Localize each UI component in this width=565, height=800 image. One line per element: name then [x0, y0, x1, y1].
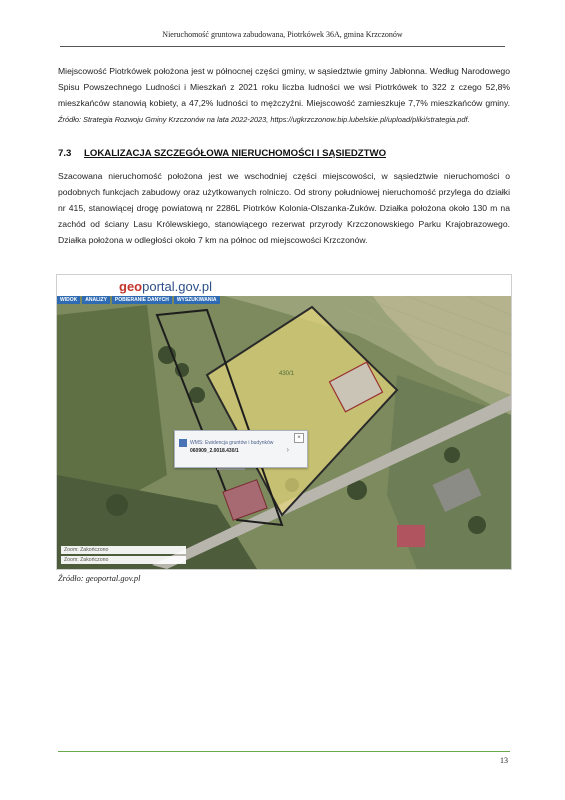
- map-screenshot: [56, 274, 512, 570]
- intro-paragraph: [58, 63, 510, 128]
- zoom-status-1: Zoom: Zakończono: [61, 546, 186, 554]
- geoportal-toolbar: [57, 296, 220, 304]
- toolbar-analizy[interactable]: ANALIZY: [82, 296, 110, 304]
- close-icon[interactable]: ×: [294, 433, 304, 443]
- footer-divider: [58, 751, 510, 752]
- zoom-status-2: Zoom: Zakończono: [61, 556, 186, 564]
- intro-text: Miejscowość Piotrkówek położona jest w północnej części gminy, w sąsiedztwie gminy Jabłonna. Według Narodowego Spisu Powszechnego Ludności i Mieszkań z 2021 roku liczba ludności we wsi Piotrkówek to 322 z czego 52,8% mieszkańców stanowią kobiety, a 47,2% ludności to mężczyźni. Miejscowość zamieszkuje 7,7% mieszkańców gminy.: [58, 66, 510, 108]
- page-number: 13: [500, 756, 508, 765]
- section-number: 7.3: [58, 148, 72, 159]
- section-title: LOKALIZACJA SZCZEGÓŁOWA NIERUCHOMOŚCI I SĄSIEDZTWO: [84, 148, 387, 159]
- aerial-map: [57, 275, 511, 569]
- figure-caption: Źródło: geoportal.gov.pl: [58, 574, 141, 583]
- chevron-right-icon[interactable]: ›: [286, 445, 289, 454]
- feature-info-popup[interactable]: [174, 430, 308, 468]
- info-icon: [179, 439, 187, 447]
- intro-source: Źródło: Strategia Rozwoju Gminy Krzczonów na lata 2022-2023, https://ugkrzczonow.bip.lubelskie.pl/upload/pliki/strategia.pdf.: [58, 115, 470, 124]
- building-southeast: [397, 525, 425, 547]
- toolbar-wyszukiwania[interactable]: WYSZUKIWANIA: [174, 296, 220, 304]
- toolbar-pobieranie[interactable]: POBIERANIE DANYCH: [112, 296, 172, 304]
- body-paragraph: Szacowana nieruchomość położona jest we wschodniej części miejscowości, w sąsiedztwie nieruchomości o podobnych funkcjach zabudowy oraz użytkowanych rolniczo. Od strony południowej nieruchomość przylega do działki nr 415, stanowiącej drogę powiatową nr 2286L Piotrków Kolonia-Olszanka-Żuków. Działka położona około 130 m na zachód od ściany Lasu Królewskiego, stanowiącego rezerwat przyrody Krzczonowskiego Parku Krajobrazowego. Działka położona w odległości około 7 km na północ od miejscowości Krzczonów.: [58, 171, 510, 245]
- popup-layer-name: WMS: Ewidencja gruntów i budynków: [190, 440, 274, 446]
- header-divider: [60, 46, 505, 47]
- toolbar-widok[interactable]: WIDOK: [57, 296, 80, 304]
- geoportal-logo: geoportal.gov.pl: [119, 279, 212, 294]
- section-heading: [58, 148, 386, 159]
- parcel-number-label: 430/1: [279, 371, 295, 377]
- running-header: Nieruchomość gruntowa zabudowana, Piotrkówek 36A, gmina Krzczonów: [162, 30, 403, 39]
- popup-parcel-id: 060909_2.0018.430/1: [190, 448, 239, 454]
